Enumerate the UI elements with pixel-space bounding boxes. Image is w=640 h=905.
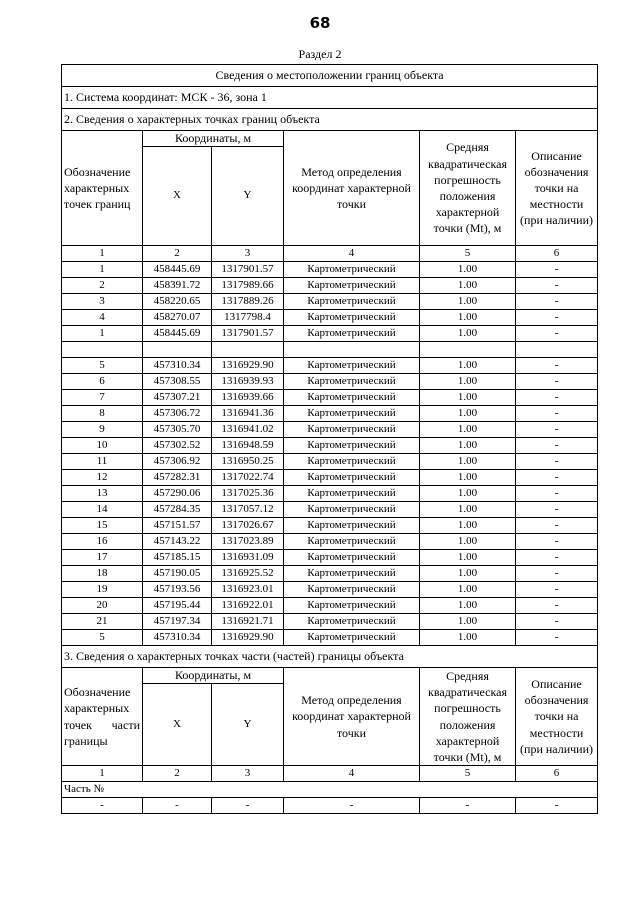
method: Картометрический	[284, 454, 420, 470]
point-id: 3	[62, 294, 143, 310]
coord-x: 457308.55	[143, 374, 212, 390]
accuracy: 1.00	[420, 294, 516, 310]
column-numbers-row	[62, 246, 598, 262]
coord-x: 458391.72	[143, 278, 212, 294]
coord-y: 1316939.93	[212, 374, 284, 390]
description: -	[516, 390, 598, 406]
method: Картометрический	[284, 534, 420, 550]
method: Картометрический	[284, 598, 420, 614]
coord-x: 457307.21	[143, 390, 212, 406]
description: -	[516, 294, 598, 310]
coord-x: 457305.70	[143, 422, 212, 438]
table-row	[62, 294, 598, 310]
point-id: 21	[62, 614, 143, 630]
header-coordinates: Координаты, м	[143, 131, 284, 147]
accuracy: 1.00	[420, 582, 516, 598]
accuracy: 1.00	[420, 566, 516, 582]
table-title-row	[62, 65, 598, 87]
table-row	[62, 470, 598, 486]
method: Картометрический	[284, 470, 420, 486]
coord-x: 457306.72	[143, 406, 212, 422]
part-header-designation: Обозначение характерных точек части границы	[62, 668, 143, 766]
empty-cell	[143, 342, 212, 358]
point-id: 15	[62, 518, 143, 534]
description: -	[516, 614, 598, 630]
method: Картометрический	[284, 294, 420, 310]
coord-system: 1. Система координат: МСК - 36, зона 1	[62, 87, 598, 109]
coord-x: 457195.44	[143, 598, 212, 614]
point-id: 7	[62, 390, 143, 406]
description: -	[516, 358, 598, 374]
accuracy: 1.00	[420, 278, 516, 294]
column-number: 2	[143, 246, 212, 262]
point-id: 2	[62, 278, 143, 294]
accuracy: 1.00	[420, 262, 516, 278]
coord-y: 1317057.12	[212, 502, 284, 518]
section3-title: 3. Сведения о характерных точках части (частей) границы объекта	[62, 646, 598, 668]
point-id: 14	[62, 502, 143, 518]
table-row	[62, 310, 598, 326]
description: -	[516, 454, 598, 470]
description: -	[516, 310, 598, 326]
method: Картометрический	[284, 566, 420, 582]
table-row	[62, 582, 598, 598]
part-header-y: Y	[212, 684, 284, 766]
description: -	[516, 326, 598, 342]
coord-y: 1316929.90	[212, 630, 284, 646]
point-id: 1	[62, 262, 143, 278]
description: -	[516, 798, 598, 814]
accuracy: 1.00	[420, 486, 516, 502]
empty-cell	[62, 342, 143, 358]
method: Картометрический	[284, 262, 420, 278]
description: -	[516, 262, 598, 278]
accuracy: 1.00	[420, 614, 516, 630]
accuracy: 1.00	[420, 358, 516, 374]
coord-y: 1317026.67	[212, 518, 284, 534]
accuracy: 1.00	[420, 326, 516, 342]
accuracy: 1.00	[420, 550, 516, 566]
coord-x: 457190.05	[143, 566, 212, 582]
table-row	[62, 390, 598, 406]
method: Картометрический	[284, 438, 420, 454]
header-method: Метод определения координат характерной точки	[284, 131, 420, 246]
coord-x: 457151.57	[143, 518, 212, 534]
coord-y: 1316931.09	[212, 550, 284, 566]
accuracy: 1.00	[420, 422, 516, 438]
point-id: 12	[62, 470, 143, 486]
part-label-row	[62, 782, 598, 798]
coord-x: 458445.69	[143, 326, 212, 342]
table-row	[62, 502, 598, 518]
coord-x: 457193.56	[143, 582, 212, 598]
part-column-numbers-row	[62, 766, 598, 782]
table-row	[62, 798, 598, 814]
coord-y: 1316950.25	[212, 454, 284, 470]
coord-x: 457290.06	[143, 486, 212, 502]
accuracy: 1.00	[420, 374, 516, 390]
section-label: Раздел 2	[298, 47, 342, 61]
point-id: 8	[62, 406, 143, 422]
accuracy: 1.00	[420, 310, 516, 326]
coord-x: 458270.07	[143, 310, 212, 326]
method: Картометрический	[284, 502, 420, 518]
accuracy: 1.00	[420, 534, 516, 550]
coord-y: 1317025.36	[212, 486, 284, 502]
coord-x: 457282.31	[143, 470, 212, 486]
coord-y: 1317023.89	[212, 534, 284, 550]
point-id: 17	[62, 550, 143, 566]
part-header-description: Описание обозначения точки на местности (при наличии)	[516, 668, 598, 766]
part-header-x: X	[143, 684, 212, 766]
description: -	[516, 278, 598, 294]
column-number: 2	[143, 766, 212, 782]
part-header-coordinates: Координаты, м	[143, 668, 284, 684]
description: -	[516, 486, 598, 502]
description: -	[516, 422, 598, 438]
boundary-table	[61, 64, 598, 814]
method: Картометрический	[284, 582, 420, 598]
method: Картометрический	[284, 374, 420, 390]
point-id: 20	[62, 598, 143, 614]
description: -	[516, 406, 598, 422]
table-row	[62, 566, 598, 582]
coord-x: -	[143, 798, 212, 814]
page-number: 68	[309, 14, 331, 32]
accuracy: -	[420, 798, 516, 814]
header-y: Y	[212, 147, 284, 246]
method: Картометрический	[284, 390, 420, 406]
coord-y: 1316923.01	[212, 582, 284, 598]
coord-x: 457306.92	[143, 454, 212, 470]
description: -	[516, 502, 598, 518]
coord-x: 457143.22	[143, 534, 212, 550]
method: Картометрический	[284, 422, 420, 438]
table-row	[62, 278, 598, 294]
table-row	[62, 422, 598, 438]
table-row	[62, 438, 598, 454]
coord-x: 458220.65	[143, 294, 212, 310]
coord-x: 457284.35	[143, 502, 212, 518]
section2-row	[62, 109, 598, 131]
table-row	[62, 406, 598, 422]
point-id: 18	[62, 566, 143, 582]
table-row	[62, 630, 598, 646]
point-id: 9	[62, 422, 143, 438]
header-row-1	[62, 131, 598, 147]
coord-y: -	[212, 798, 284, 814]
coord-x: 458445.69	[143, 262, 212, 278]
table-row	[62, 486, 598, 502]
description: -	[516, 438, 598, 454]
point-id: 6	[62, 374, 143, 390]
point-id: 19	[62, 582, 143, 598]
point-id: -	[62, 798, 143, 814]
point-id: 1	[62, 326, 143, 342]
table-row	[62, 518, 598, 534]
empty-cell	[284, 342, 420, 358]
method: Картометрический	[284, 278, 420, 294]
method: Картометрический	[284, 326, 420, 342]
blank-row	[62, 342, 598, 358]
coord-y: 1317022.74	[212, 470, 284, 486]
coord-y: 1316941.02	[212, 422, 284, 438]
point-id: 13	[62, 486, 143, 502]
coord-y: 1317901.57	[212, 326, 284, 342]
part-header-method: Метод определения координат характерной точки	[284, 668, 420, 766]
accuracy: 1.00	[420, 598, 516, 614]
table-title: Сведения о местоположении границ объекта	[62, 65, 598, 87]
section3-row	[62, 646, 598, 668]
part-label: Часть №	[62, 782, 598, 798]
column-number: 6	[516, 246, 598, 262]
header-accuracy: Средняя квадратическая погрешность положения характерной точки (Mt), м	[420, 131, 516, 246]
header-description: Описание обозначения точки на местности (при наличии)	[516, 131, 598, 246]
method: Картометрический	[284, 310, 420, 326]
accuracy: 1.00	[420, 454, 516, 470]
coord-x: 457185.15	[143, 550, 212, 566]
description: -	[516, 582, 598, 598]
empty-cell	[212, 342, 284, 358]
coord-y: 1316948.59	[212, 438, 284, 454]
method: Картометрический	[284, 406, 420, 422]
coord-y: 1316922.01	[212, 598, 284, 614]
table-row	[62, 550, 598, 566]
table-row	[62, 358, 598, 374]
table-row	[62, 598, 598, 614]
accuracy: 1.00	[420, 502, 516, 518]
coord-y: 1316921.71	[212, 614, 284, 630]
coord-y: 1316925.52	[212, 566, 284, 582]
point-id: 11	[62, 454, 143, 470]
description: -	[516, 470, 598, 486]
method: Картометрический	[284, 550, 420, 566]
column-number: 6	[516, 766, 598, 782]
point-id: 10	[62, 438, 143, 454]
column-number: 4	[284, 246, 420, 262]
coord-y: 1317889.26	[212, 294, 284, 310]
column-number: 5	[420, 766, 516, 782]
column-number: 1	[62, 766, 143, 782]
method: -	[284, 798, 420, 814]
table-row	[62, 454, 598, 470]
part-header-accuracy: Средняя квадратическая погрешность положения характерной точки (Mt), м	[420, 668, 516, 766]
accuracy: 1.00	[420, 470, 516, 486]
coord-y: 1316941.36	[212, 406, 284, 422]
table-row	[62, 534, 598, 550]
accuracy: 1.00	[420, 438, 516, 454]
description: -	[516, 550, 598, 566]
description: -	[516, 630, 598, 646]
accuracy: 1.00	[420, 518, 516, 534]
coord-system-row	[62, 87, 598, 109]
method: Картометрический	[284, 630, 420, 646]
table-row	[62, 374, 598, 390]
method: Картометрический	[284, 358, 420, 374]
description: -	[516, 598, 598, 614]
method: Картометрический	[284, 614, 420, 630]
column-number: 3	[212, 766, 284, 782]
description: -	[516, 374, 598, 390]
header-designation: Обозначение характерных точек границ	[62, 131, 143, 246]
coord-y: 1316939.66	[212, 390, 284, 406]
coord-y: 1317901.57	[212, 262, 284, 278]
coord-x: 457302.52	[143, 438, 212, 454]
empty-cell	[420, 342, 516, 358]
column-number: 3	[212, 246, 284, 262]
coord-x: 457310.34	[143, 630, 212, 646]
coord-y: 1316929.90	[212, 358, 284, 374]
header-x: X	[143, 147, 212, 246]
description: -	[516, 518, 598, 534]
table-row	[62, 262, 598, 278]
part-header-row-1	[62, 668, 598, 684]
section2-title: 2. Сведения о характерных точках границ объекта	[62, 109, 598, 131]
point-id: 5	[62, 358, 143, 374]
column-number: 4	[284, 766, 420, 782]
empty-cell	[516, 342, 598, 358]
coord-x: 457310.34	[143, 358, 212, 374]
coord-y: 1317798.4	[212, 310, 284, 326]
point-id: 5	[62, 630, 143, 646]
coord-x: 457197.34	[143, 614, 212, 630]
accuracy: 1.00	[420, 406, 516, 422]
accuracy: 1.00	[420, 390, 516, 406]
coord-y: 1317989.66	[212, 278, 284, 294]
accuracy: 1.00	[420, 630, 516, 646]
point-id: 16	[62, 534, 143, 550]
method: Картометрический	[284, 518, 420, 534]
description: -	[516, 534, 598, 550]
table-row	[62, 614, 598, 630]
column-number: 5	[420, 246, 516, 262]
point-id: 4	[62, 310, 143, 326]
table-row	[62, 326, 598, 342]
method: Картометрический	[284, 486, 420, 502]
description: -	[516, 566, 598, 582]
column-number: 1	[62, 246, 143, 262]
